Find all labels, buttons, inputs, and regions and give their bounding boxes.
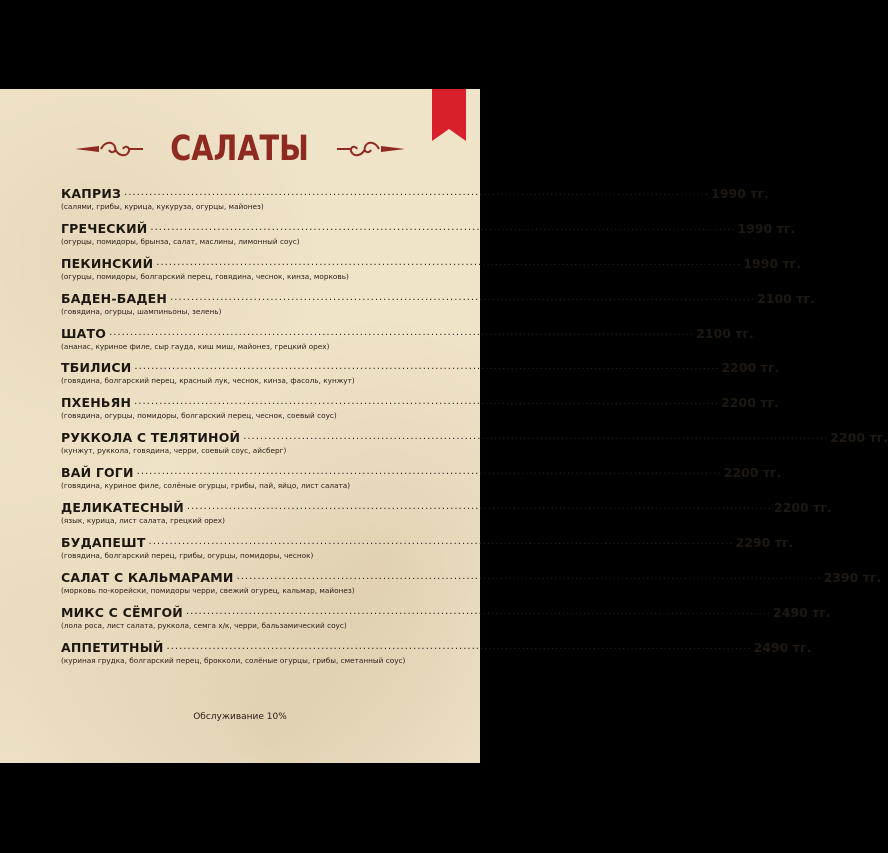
dot-leader: ............................................................................................................................................ xyxy=(236,570,822,582)
menu-item-name: БАДЕН-БАДЕН xyxy=(61,290,168,306)
left-ornament-icon xyxy=(75,139,145,159)
menu-item-row xyxy=(61,530,794,550)
menu-item-description: (лола роса, лист салата, руккола, семга х/к, черри, бальзамический соус) xyxy=(61,620,347,630)
menu-item-price: 2490 тг. xyxy=(753,639,812,655)
menu-item-name: МИКС С СЁМГОЙ xyxy=(61,604,183,620)
menu-item-name: ДЕЛИКАТЕСНЫЙ xyxy=(61,500,184,516)
menu-item-description: (огурцы, помидоры, брынза, салат, маслины, лимонный соус) xyxy=(61,236,300,246)
menu-item-price: 2200 тг. xyxy=(773,500,832,516)
menu-item-price: 2200 тг. xyxy=(830,430,888,446)
menu-item xyxy=(61,321,754,356)
menu-item xyxy=(61,495,832,530)
dot-leader: ............................................................................................................................................ xyxy=(243,431,829,443)
dot-leader: ............................................................................................................................................ xyxy=(136,466,722,478)
menu-item-name: БУДАПЕШТ xyxy=(61,534,146,550)
menu-item-row xyxy=(61,635,812,655)
menu-item-row xyxy=(61,355,780,376)
dot-leader: ............................................................................................................................................ xyxy=(148,535,734,547)
menu-item xyxy=(61,181,769,216)
menu-item-price: 2200 тг. xyxy=(721,395,779,411)
menu-item-row xyxy=(61,181,769,201)
menu-item-price: 2100 тг. xyxy=(696,325,754,341)
menu-item-row xyxy=(61,286,815,306)
right-ornament-icon xyxy=(335,139,405,159)
menu-item-name: ШАТО xyxy=(61,325,107,341)
menu-item-name: ВАЙ ГОГИ xyxy=(61,465,134,481)
menu-item-row xyxy=(61,600,831,620)
dot-leader: ............................................................................................................................................ xyxy=(150,221,736,233)
menu-item xyxy=(61,600,831,635)
menu-item-description: (язык, курица, лист салата, грецкий орех) xyxy=(61,516,225,526)
menu-item-description: (говядина, огурцы, помидоры, болгарский перец, чеснок, соевый соус) xyxy=(61,411,337,421)
dot-leader: ............................................................................................................................................ xyxy=(156,256,742,268)
dot-leader: ............................................................................................................................................ xyxy=(166,640,752,652)
menu-item xyxy=(61,286,815,321)
menu-list xyxy=(61,181,888,669)
menu-item-price: 1990 тг. xyxy=(737,220,796,236)
menu-item-name: КАПРИЗ xyxy=(61,186,122,201)
menu-item-description: (морковь по-корейски, помидоры черри, свежий огурец, кальмар, майонез) xyxy=(61,585,355,595)
menu-item-row xyxy=(61,460,782,481)
dot-leader: ............................................................................................................................................ xyxy=(134,396,720,408)
menu-item-description: (говядина, болгарский перец, грибы, огурцы, помидоры, чеснок) xyxy=(61,550,314,560)
menu-item-row xyxy=(61,216,796,236)
menu-item-description: (огурцы, помидоры, болгарский перец, говядина, чеснок, кинза, морковь) xyxy=(61,271,349,281)
menu-item-name: ПЕКИНСКИЙ xyxy=(61,255,154,271)
menu-item-price: 2490 тг. xyxy=(773,604,831,620)
menu-item xyxy=(61,355,780,390)
menu-item xyxy=(61,216,796,251)
menu-item xyxy=(61,460,782,495)
dot-leader: ............................................................................................................................................ xyxy=(134,361,720,373)
menu-item-row xyxy=(61,425,888,446)
menu-item-description: (говядина, куриное филе, солёные огурцы, грибы, пай, яйцо, лист салата) xyxy=(61,481,351,491)
menu-item xyxy=(61,390,779,425)
dot-leader: ............................................................................................................................................ xyxy=(186,501,772,513)
menu-item-price: 2200 тг. xyxy=(721,360,780,376)
menu-item-price: 2290 тг. xyxy=(735,534,794,550)
menu-item-description: (салями, грибы, курица, кукуруза, огурцы, майонез) xyxy=(61,202,264,211)
menu-item-name: ТБИЛИСИ xyxy=(61,360,132,376)
menu-item xyxy=(61,530,794,565)
menu-item-description: (ананас, куриное филе, сыр гауда, киш миш, майонез, грецкий орех) xyxy=(61,341,330,351)
menu-item-row xyxy=(61,495,832,516)
menu-item-name: САЛАТ С КАЛЬМАРАМИ xyxy=(61,569,234,585)
menu-item xyxy=(61,565,882,600)
menu-item-description: (говядина, болгарский перец, красный лук, чеснок, кинза, фасоль, кунжут) xyxy=(61,376,355,386)
menu-item-price: 2390 тг. xyxy=(823,569,882,585)
menu-item-name: РУККОЛА С ТЕЛЯТИНОЙ xyxy=(61,430,241,446)
menu-page xyxy=(0,89,888,763)
menu-item-description: (кунжут, руккола, говядина, черри, соевый соус, айсберг) xyxy=(61,446,287,456)
menu-item xyxy=(61,425,888,460)
service-charge-note: Обслуживание 10% xyxy=(193,712,287,722)
dot-leader: ............................................................................................................................................ xyxy=(170,291,756,303)
menu-item-row xyxy=(61,321,754,341)
menu-item-row xyxy=(61,390,779,411)
menu-item-price: 1990 тг. xyxy=(711,186,769,201)
menu-item xyxy=(61,635,812,670)
menu-item-description: (говядина, огурцы, шампиньоны, зелень) xyxy=(61,306,222,316)
section-header xyxy=(0,127,480,171)
menu-item xyxy=(61,251,801,286)
menu-item-row xyxy=(61,565,882,585)
menu-item-description: (куриная грудка, болгарский перец, брокколи, солёные огурцы, грибы, сметанный соус) xyxy=(61,655,406,665)
menu-item-price: 1990 тг. xyxy=(743,255,801,271)
menu-item-name: АППЕТИТНЫЙ xyxy=(61,639,164,655)
page-title: САЛАТЫ xyxy=(170,129,310,169)
dot-leader: ............................................................................................................................................ xyxy=(124,187,710,198)
menu-item-price: 2200 тг. xyxy=(723,465,782,481)
menu-item-price: 2100 тг. xyxy=(757,290,815,306)
dot-leader: ............................................................................................................................................ xyxy=(109,326,695,338)
dot-leader: ............................................................................................................................................ xyxy=(185,605,772,617)
menu-item-row xyxy=(61,251,801,271)
menu-item-name: ПХЕНЬЯН xyxy=(61,395,132,411)
menu-item-name: ГРЕЧЕСКИЙ xyxy=(61,220,148,236)
